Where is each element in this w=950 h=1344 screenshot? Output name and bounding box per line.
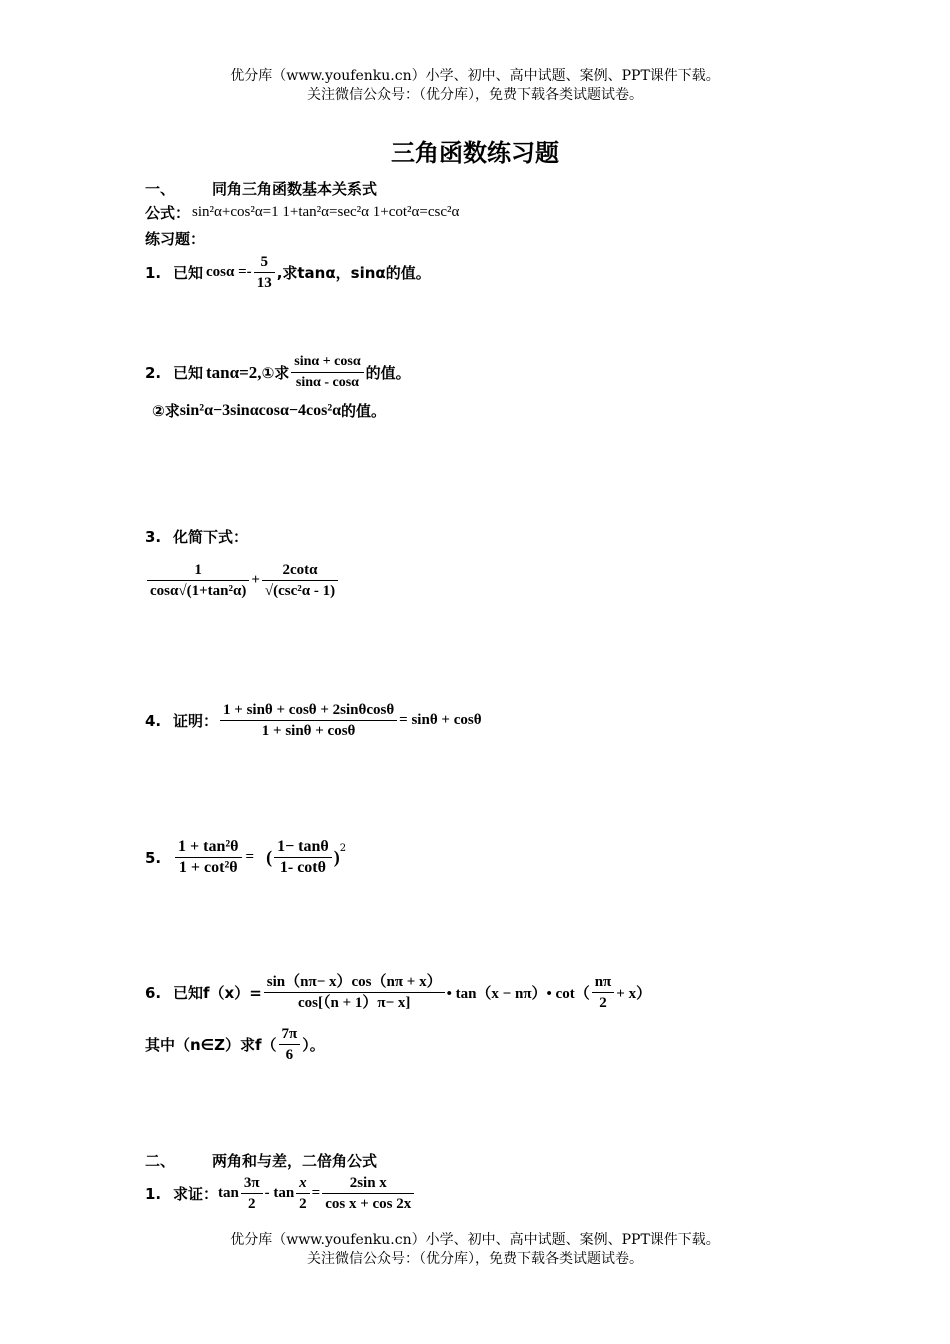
problem-2-part-2	[152, 400, 386, 421]
problem-4	[145, 700, 482, 741]
problem-number: 1.	[145, 1184, 162, 1203]
problem-condition: cosα =-	[206, 264, 252, 280]
fraction-numerator: 1 + sinθ + cosθ + 2sinθcosθ	[223, 702, 395, 718]
problem-number: 6.	[145, 983, 162, 1002]
fraction	[262, 560, 338, 601]
problem-suffix: 的值。	[365, 364, 411, 382]
fraction-numerator: 7π	[281, 1026, 298, 1042]
problem-prefix: 已知	[173, 364, 204, 382]
header-line-2: 关注微信公众号：（优分库），免费下载各类试题试卷。	[307, 87, 643, 103]
problem-number: 5.	[145, 848, 162, 867]
problem-text: 化简下式：	[173, 528, 249, 546]
problem-part-1-label: ①求	[261, 364, 290, 382]
fraction-denominator: 1- cotθ	[274, 857, 332, 878]
exponent: 2	[339, 843, 347, 854]
fraction	[296, 1173, 310, 1214]
section-2-heading: 两角和与差，二倍角公式	[212, 1152, 378, 1170]
problem-2	[145, 352, 411, 393]
problem-prefix: 已知	[173, 264, 204, 282]
fraction-numerator: 1− tanθ	[277, 838, 329, 855]
fraction	[175, 837, 242, 878]
footer-line-1: 优分库（www.youfenku.cn）小学、初中、高中试题、案例、PPT课件下载。	[230, 1232, 720, 1248]
problem-part-2-label: ②求	[152, 402, 180, 420]
fraction	[322, 1173, 414, 1214]
problem-condition: tanα=2,	[206, 362, 262, 382]
formula-text: sin²α+cos²α=1 1+tan²α=sec²α 1+cot²α=csc²α	[192, 204, 460, 220]
problem-number: 2.	[145, 363, 162, 382]
problem-rhs: = sinθ + cosθ	[399, 712, 482, 728]
fraction-denominator: 2	[296, 1193, 310, 1214]
fraction-denominator: √(csc²α - 1)	[262, 580, 338, 601]
fraction	[220, 700, 397, 741]
fraction-numerator: 5	[260, 254, 268, 270]
problem-mid: • tan（x − nπ）• cot（	[446, 986, 590, 1002]
problem-3-expression	[145, 560, 340, 601]
fraction	[279, 1024, 301, 1065]
fraction	[291, 352, 363, 393]
fraction-denominator: 1 + cot²θ	[175, 857, 242, 878]
fraction-numerator: 2sin x	[349, 1175, 387, 1191]
fraction-denominator: 1 + sinθ + cosθ	[220, 720, 397, 741]
problem-text: 证明：	[173, 712, 219, 730]
equals-sign: =	[311, 1185, 321, 1201]
problem-5	[145, 837, 346, 878]
problem-number: 4.	[145, 711, 162, 730]
fraction-numerator: 1	[194, 562, 202, 578]
section-1-number: 一、	[145, 180, 176, 198]
fraction-denominator: 13	[254, 272, 275, 293]
open-paren: (	[266, 847, 273, 867]
problem-6	[145, 972, 651, 1013]
fraction-numerator: sinα + cosα	[294, 354, 361, 369]
fraction	[241, 1173, 263, 1214]
fraction-denominator: cos x + cos 2x	[322, 1193, 414, 1214]
operator: +	[251, 572, 260, 588]
fraction-numerator: nπ	[594, 974, 612, 990]
problem-1	[145, 252, 431, 293]
fraction-numerator: 2cotα	[282, 562, 318, 578]
section-2-problem-1	[145, 1173, 416, 1214]
footer-line-2: 关注微信公众号：（优分库），免费下载各类试题试卷。	[307, 1251, 643, 1267]
fraction	[254, 252, 275, 293]
formula-line	[145, 202, 459, 223]
problem-text: 求证：	[173, 1185, 219, 1203]
problem-tail: + x）	[616, 986, 652, 1002]
fraction-numerator: sin（nπ− x）cos（nπ + x）	[266, 974, 442, 990]
fraction	[274, 837, 332, 878]
fraction-denominator: sinα - cosα	[291, 372, 363, 393]
fraction-numerator: 1 + tan²θ	[178, 838, 239, 855]
problem-line-2-prefix: 其中（n∈Z）求f（	[145, 1036, 277, 1054]
page-title: 三角函数练习题	[391, 139, 559, 167]
fraction-denominator: cos[（n + 1）π− x]	[264, 992, 445, 1013]
problem-6-line-2	[145, 1024, 325, 1065]
problem-part-2-suffix: 的值。	[341, 402, 387, 420]
fraction	[592, 972, 615, 1013]
fraction-denominator: 2	[241, 1193, 263, 1214]
fraction-numerator: 3π	[243, 1175, 260, 1191]
header-line-1: 优分库（www.youfenku.cn）小学、初中、高中试题、案例、PPT课件下载。	[230, 68, 720, 84]
problem-prefix: 已知f（x）=	[173, 984, 262, 1002]
problem-part-2-expression: sin²α−3sinαcosα−4cos²α	[179, 401, 342, 419]
minus-tan: - tan	[264, 1185, 295, 1201]
problem-suffix: ,求tanα，sinα的值。	[276, 264, 431, 282]
fraction	[147, 560, 249, 601]
close-paren: )	[333, 847, 340, 867]
problem-line-2-suffix: ）。	[302, 1036, 325, 1054]
formula-label: 公式：	[145, 204, 191, 222]
fraction-denominator: 2	[592, 992, 615, 1013]
equals-sign: =	[245, 849, 255, 865]
fraction-denominator: cosα√(1+tan²α)	[147, 580, 249, 601]
problem-number: 3.	[145, 527, 162, 546]
fraction-numerator: x	[299, 1175, 307, 1191]
exercises-label: 练习题：	[145, 230, 206, 248]
tan-label: tan	[218, 1185, 239, 1201]
problem-3	[145, 526, 248, 547]
fraction	[264, 972, 445, 1013]
section-2-number: 二、	[145, 1152, 176, 1170]
section-1-heading: 同角三角函数基本关系式	[212, 180, 378, 198]
problem-number: 1.	[145, 263, 162, 282]
fraction-denominator: 6	[279, 1044, 301, 1065]
